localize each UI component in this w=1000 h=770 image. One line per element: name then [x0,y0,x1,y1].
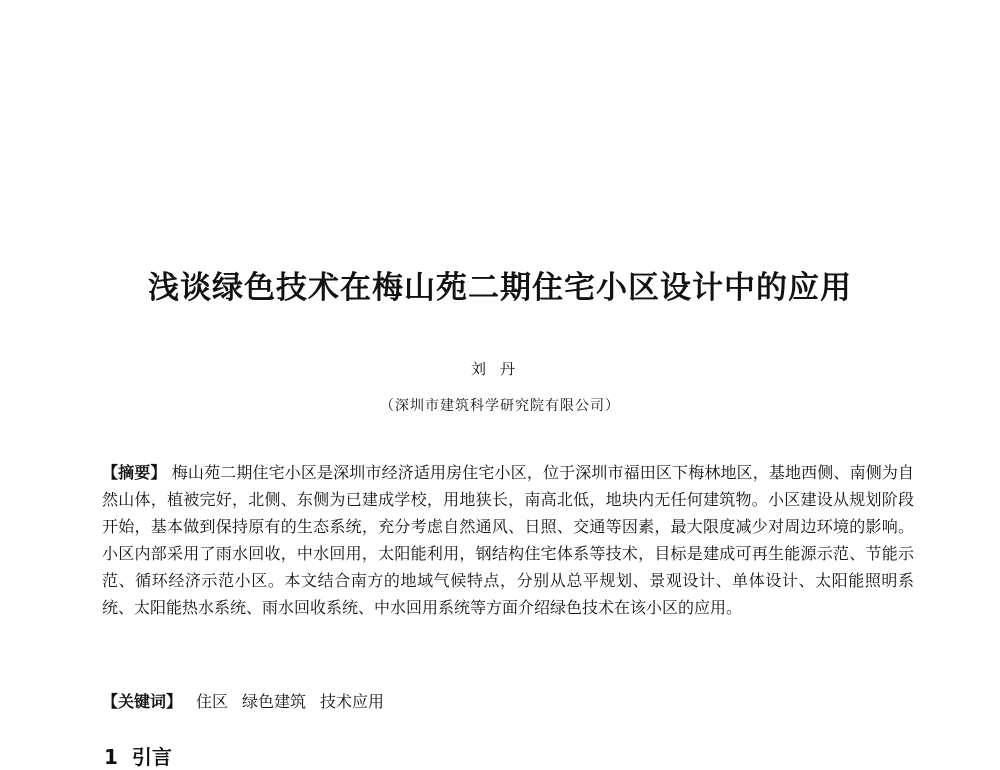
author-affiliation: （深圳市建筑科学研究院有限公司） [380,398,620,414]
keyword-item: 住区 [196,692,229,711]
keyword-item: 绿色建筑 [242,692,307,711]
author-name: 刘丹 [470,360,529,378]
article-title: 浅谈绿色技术在梅山苑二期住宅小区设计中的应用 [148,270,852,306]
abstract-text: 梅山苑二期住宅小区是深圳市经济适用房住宅小区，位于深圳市福田区下梅林地区，基地西侧、南侧为自然山体，植被完好，北侧、东侧为已建成学校，用地狭长，南高北低，地块内无任何建筑物。小区建设从规划阶段开始，基本做到保持原有的生态系统，充分考虑自然通风、日照、交通等因素，最大限度减少对周边环境的影响。小区内部采用了雨水回收，中水回用，太阳能利用，钢结构住宅体系等技术，目标是建成可再生能源示范、节能示范、循环经济示范小区。本文结合南方的地域气候特点，分别从总平规划、景观设计、单体设计、太阳能照明系统、太阳能热水系统、雨水回收系统、中水回用系统等方面介绍绿色技术在该小区的应用。 [102,463,914,617]
keyword-item: 技术应用 [320,692,385,711]
section-heading [104,744,172,770]
section-number: 1 [104,745,118,769]
keywords-line [102,690,384,714]
abstract-paragraph [102,459,914,621]
keywords-label: 【关键词】 [102,692,183,711]
abstract-label: 【摘要】 [102,463,167,482]
section-title: 引言 [131,745,172,769]
